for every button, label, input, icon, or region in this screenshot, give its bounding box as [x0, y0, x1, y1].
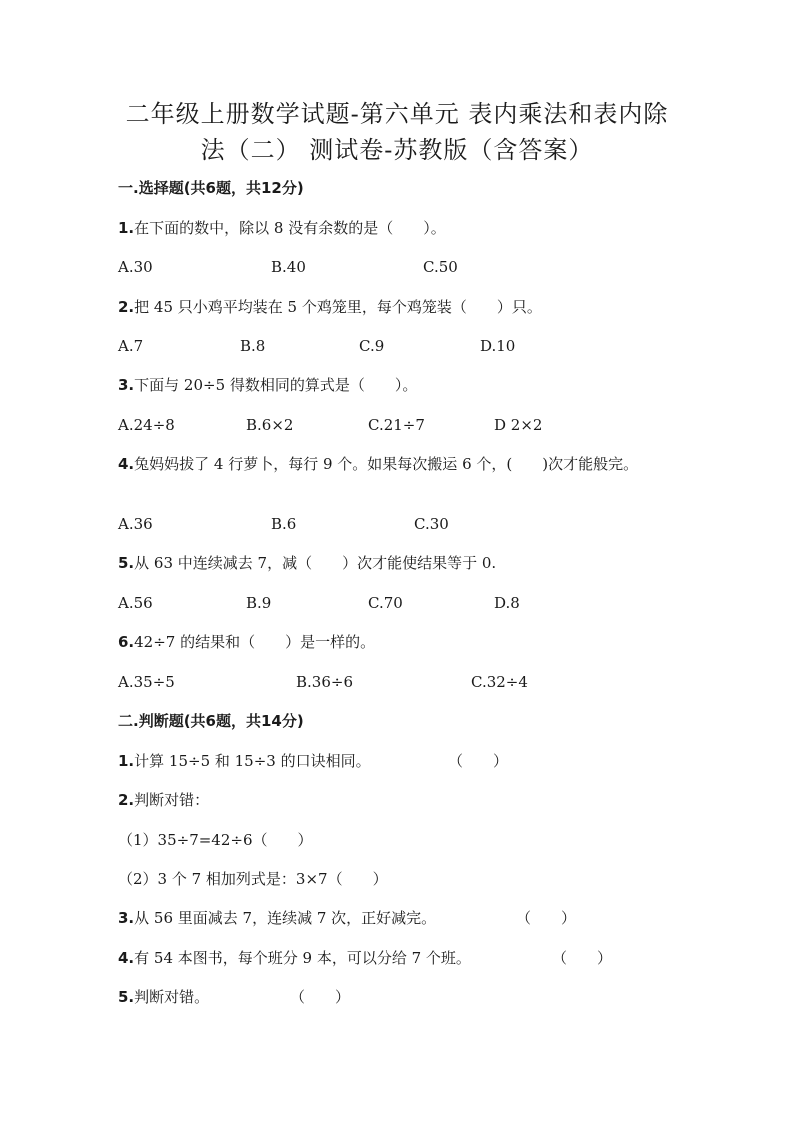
option-b: B.6×2 [246, 416, 294, 434]
question-number: 1. [118, 219, 135, 237]
option-b: B.40 [271, 258, 306, 276]
option-a: A.30 [118, 258, 153, 276]
item-text: 判断对错： [134, 791, 210, 809]
question-number: 2. [118, 298, 135, 316]
answer-bracket: （ ） [448, 752, 509, 770]
document-title-line-1: 二年级上册数学试题-第六单元 表内乘法和表内除 [125, 100, 669, 128]
option-b: B.36÷6 [296, 673, 353, 691]
item-text: 计算 15÷5 和 15÷3 的口诀相同。 [134, 752, 371, 770]
answer-bracket: （ ） [290, 988, 351, 1006]
option-d: D.8 [494, 594, 520, 612]
question-number: 6. [118, 633, 135, 651]
option-c: C.9 [359, 337, 385, 355]
question-2 [118, 297, 542, 317]
item-number: 3. [118, 909, 135, 927]
option-a: A.7 [118, 337, 144, 355]
question-text: 兔妈妈拔了 4 行萝卜，每行 9 个。如果每次搬运 6 个，( )次才能般完。 [134, 455, 639, 473]
question-text: 42÷7 的结果和（ ）是一样的。 [134, 633, 376, 651]
question-number: 5. [118, 554, 135, 572]
option-c: C.21÷7 [368, 416, 425, 434]
option-a: A.56 [118, 594, 153, 612]
item-number: 1. [118, 752, 135, 770]
option-b: B.6 [271, 515, 297, 533]
question-6 [118, 632, 375, 652]
option-a: A.36 [118, 515, 153, 533]
question-number: 3. [118, 376, 135, 394]
judgement-subitem-1: （1）35÷7=42÷6（ ） [118, 831, 313, 849]
judgement-item-3 [118, 908, 436, 928]
option-c: C.32÷4 [471, 673, 528, 691]
judgement-item-4 [118, 948, 471, 968]
question-text: 从 63 中连续减去 7，减（ ）次才能使结果等于 0. [134, 554, 497, 572]
option-c: C.50 [423, 258, 458, 276]
section-heading-choice: 一.选择题(共6题，共12分) [118, 179, 304, 197]
judgement-subitem-2: （2）3 个 7 相加列式是：3×7（ ） [118, 870, 388, 888]
option-c: C.70 [368, 594, 403, 612]
option-b: B.9 [246, 594, 272, 612]
option-d: D 2×2 [494, 416, 543, 434]
option-a: A.35÷5 [118, 673, 175, 691]
item-text: 从 56 里面减去 7，连续减 7 次，正好减完。 [134, 909, 437, 927]
answer-bracket: （ ） [516, 909, 577, 927]
option-b: B.8 [240, 337, 266, 355]
item-text: 判断对错。 [134, 988, 210, 1006]
option-a: A.24÷8 [118, 416, 175, 434]
question-4 [118, 454, 638, 474]
option-c: C.30 [414, 515, 449, 533]
document-title-line-2: 法（二） 测试卷-苏教版（含答案） [200, 136, 594, 164]
item-number: 2. [118, 791, 135, 809]
item-text: 有 54 本图书，每个班分 9 本，可以分给 7 个班。 [134, 949, 471, 967]
question-text: 把 45 只小鸡平均装在 5 个鸡笼里，每个鸡笼装（ ）只。 [134, 298, 542, 316]
question-text: 在下面的数中，除以 8 没有余数的是（ ）。 [134, 219, 446, 237]
option-d: D.10 [480, 337, 516, 355]
section-heading-judgement: 二.判断题(共6题，共14分) [118, 712, 304, 730]
judgement-item-1 [118, 751, 371, 771]
question-text: 下面与 20÷5 得数相同的算式是（ ）。 [134, 376, 418, 394]
answer-bracket: （ ） [552, 949, 613, 967]
question-5 [118, 553, 496, 573]
judgement-item-5 [118, 987, 209, 1007]
item-number: 5. [118, 988, 135, 1006]
question-1 [118, 218, 446, 238]
item-number: 4. [118, 949, 135, 967]
question-3 [118, 375, 417, 395]
judgement-item-2 [118, 790, 209, 810]
question-number: 4. [118, 455, 135, 473]
